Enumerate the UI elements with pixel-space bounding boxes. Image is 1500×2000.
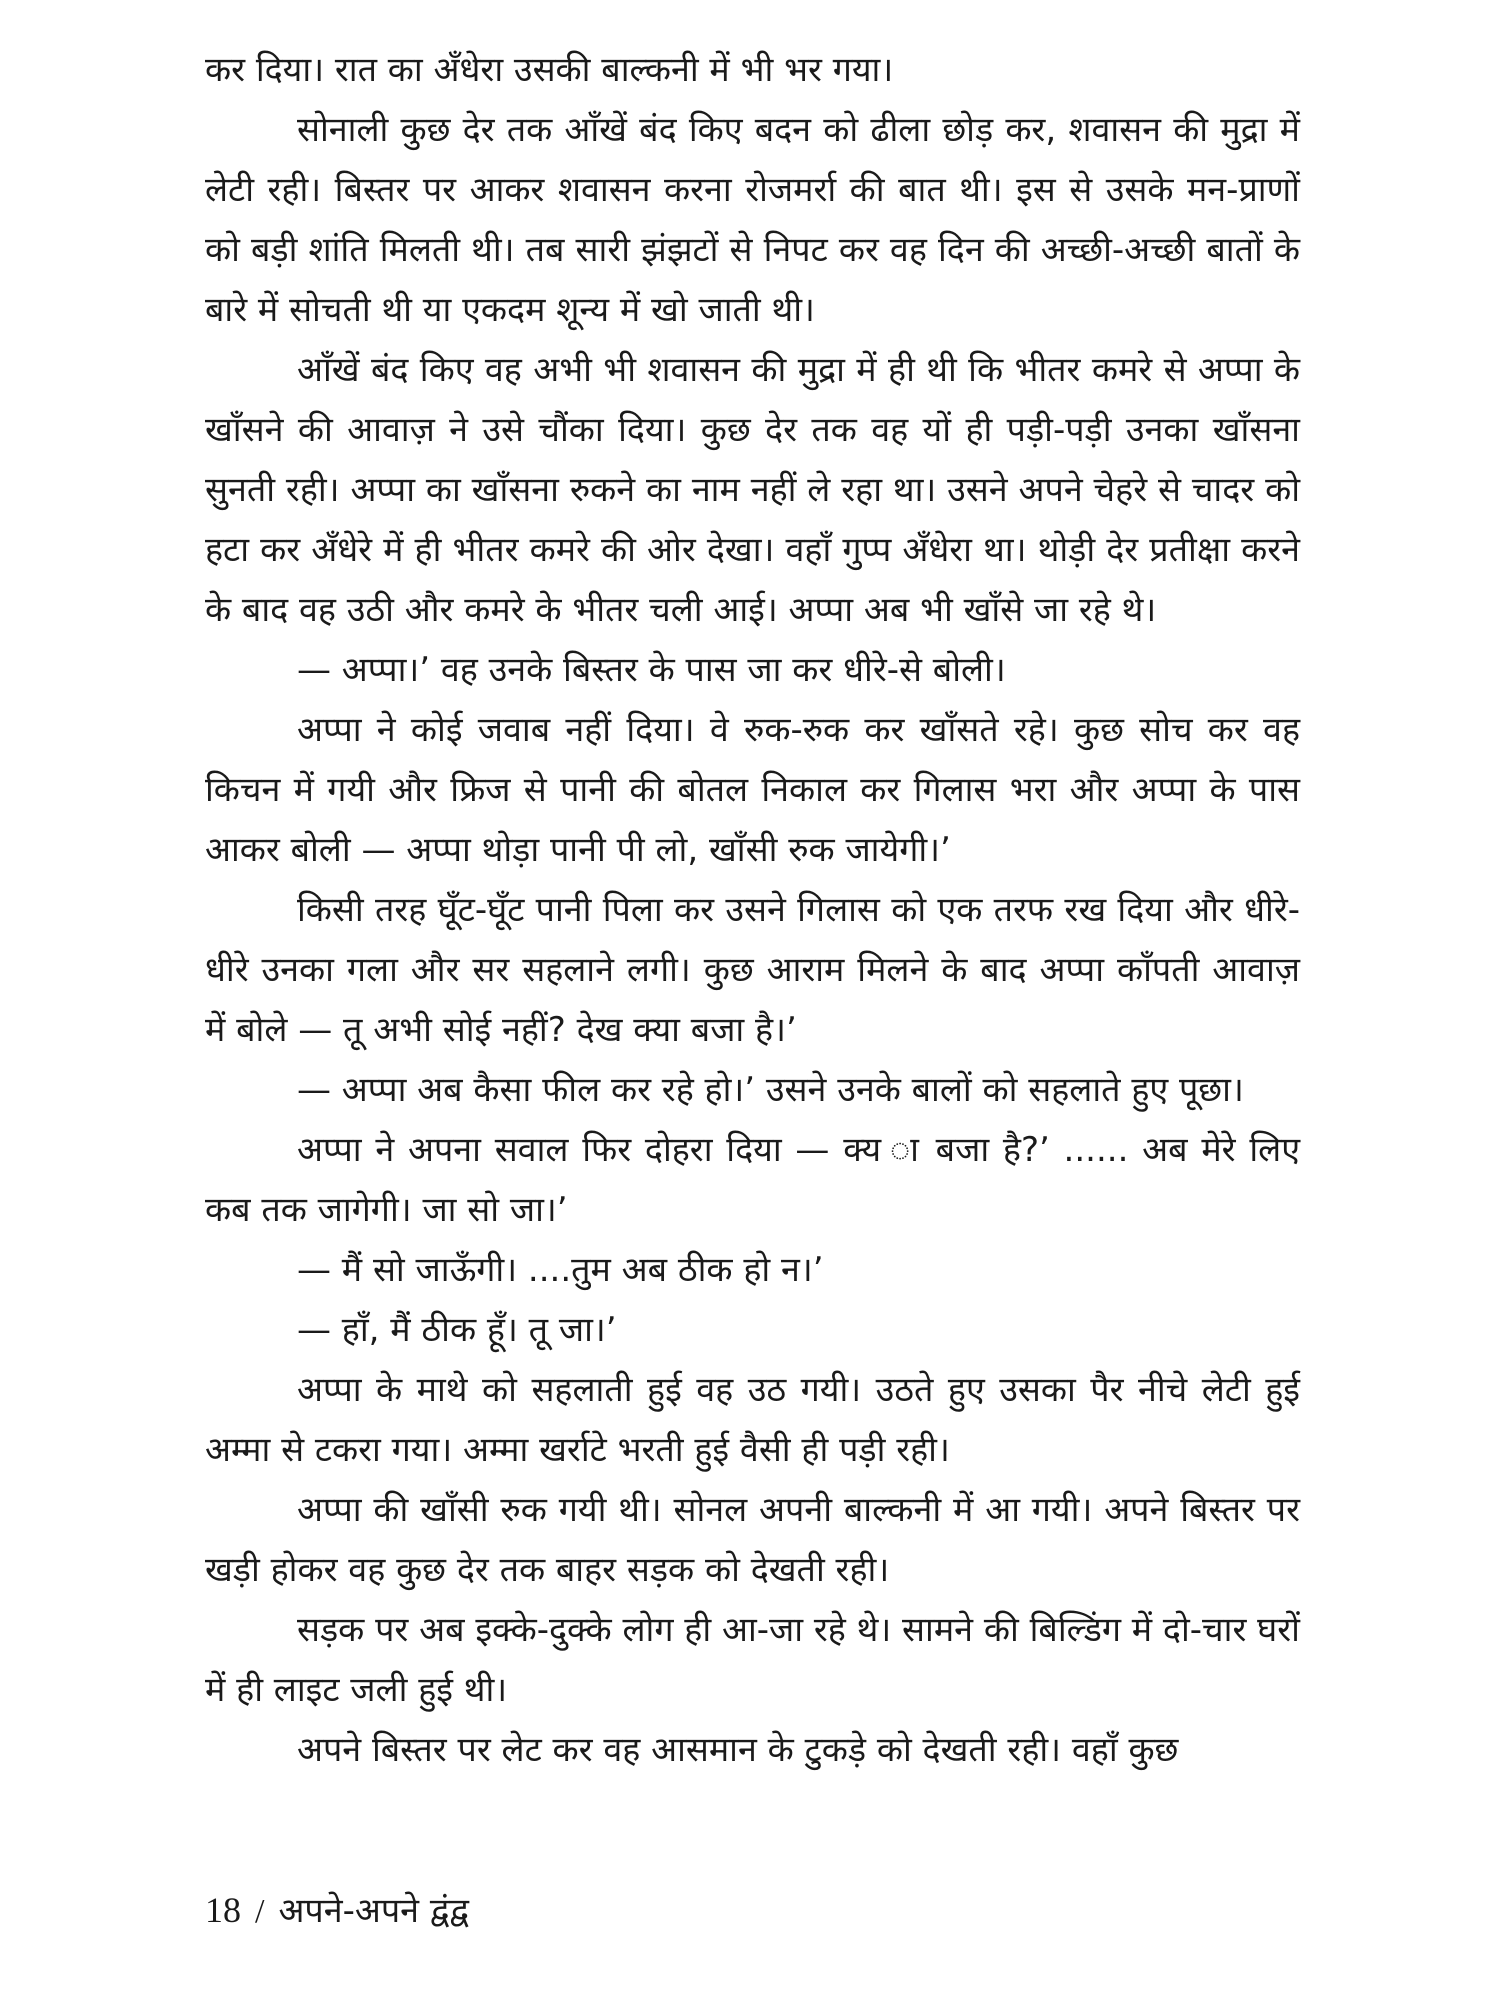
- paragraph: — हाँ, मैं ठीक हूँ। तू जा।’: [297, 1310, 617, 1350]
- paragraph: अप्पा के माथे को सहलाती हुई वह उठ गयी। उठते हुए उसका पैर नीचे लेटी हुई अम्मा से टकरा गया। अम्मा खर्राटे भरती हुई वैसी ही पड़ी रही।: [205, 1370, 1300, 1470]
- paragraph: किसी तरह घूँट-घूँट पानी पिला कर उसने गिलास को एक तरफ रख दिया और धीरे-धीरे उनका गला और सर सहलाने लगी। कुछ आराम मिलने के बाद अप्पा काँपती आवाज़ में बोले — तू अभी सोई नहीं? देख क्या बजा है।’: [205, 890, 1300, 1050]
- paragraph: — अप्पा अब कैसा फील कर रहे हो।’ उसने उनके बालों को सहलाते हुए पूछा।: [297, 1070, 1244, 1110]
- paragraph: सोनाली कुछ देर तक आँखें बंद किए बदन को ढीला छोड़ कर, शवासन की मुद्रा में लेटी रही। बिस्तर पर आकर शवासन करना रोजमर्रा की बात थी। इस से उसके मन-प्राणों को बड़ी शांति मिलती थी। तब सारी झंझटों से निपट कर वह दिन की अच्छी-अच्छी बातों के बारे में सोचती थी या एकदम शून्य में खो जाती थी।: [205, 110, 1300, 330]
- paragraph: कर दिया। रात का अँधेरा उसकी बाल्कनी में भी भर गया।: [205, 50, 894, 90]
- book-title: अपने-अपने द्वंद्व: [278, 1891, 469, 1931]
- page-number: 18: [205, 1890, 241, 1930]
- footer-separator: /: [255, 1893, 265, 1930]
- paragraph: अप्पा की खाँसी रुक गयी थी। सोनल अपनी बाल्कनी में आ गयी। अपने बिस्तर पर खड़ी होकर वह कुछ देर तक बाहर सड़क को देखती रही।: [205, 1490, 1300, 1590]
- page-footer: [205, 1885, 469, 1937]
- book-page: [205, 40, 1300, 1970]
- paragraph: — अप्पा।’ वह उनके बिस्तर के पास जा कर धीरे-से बोली।: [297, 650, 1006, 690]
- paragraph: — मैं सो जाऊँगी। ....तुम अब ठीक हो न।’: [297, 1250, 824, 1290]
- body-text: [205, 40, 1300, 1780]
- paragraph: अप्पा ने अपना सवाल फिर दोहरा दिया — क्य ा बजा है?’ ...... अब मेरे लिए कब तक जागेगी। जा सो जा।’: [205, 1130, 1300, 1230]
- paragraph: आँखें बंद किए वह अभी भी शवासन की मुद्रा में ही थी कि भीतर कमरे से अप्पा के खाँसने की आवाज़ ने उसे चौंका दिया। कुछ देर तक वह यों ही पड़ी-पड़ी उनका खाँसना सुनती रही। अप्पा का खाँसना रुकने का नाम नहीं ले रहा था। उसने अपने चेहरे से चादर को हटा कर अँधेरे में ही भीतर कमरे की ओर देखा। वहाँ गुप्प अँधेरा था। थोड़ी देर प्रतीक्षा करने के बाद वह उठी और कमरे के भीतर चली आई। अप्पा अब भी खाँसे जा रहे थे।: [205, 350, 1300, 630]
- paragraph: अपने बिस्तर पर लेट कर वह आसमान के टुकड़े को देखती रही। वहाँ कुछ: [297, 1730, 1179, 1770]
- paragraph: सड़क पर अब इक्के-दुक्के लोग ही आ-जा रहे थे। सामने की बिल्डिंग में दो-चार घरों में ही लाइट जली हुई थी।: [205, 1610, 1300, 1710]
- paragraph: अप्पा ने कोई जवाब नहीं दिया। वे रुक-रुक कर खाँसते रहे। कुछ सोच कर वह किचन में गयी और फ्रिज से पानी की बोतल निकाल कर गिलास भरा और अप्पा के पास आकर बोली — अप्पा थोड़ा पानी पी लो, खाँसी रुक जायेगी।’: [205, 710, 1300, 870]
